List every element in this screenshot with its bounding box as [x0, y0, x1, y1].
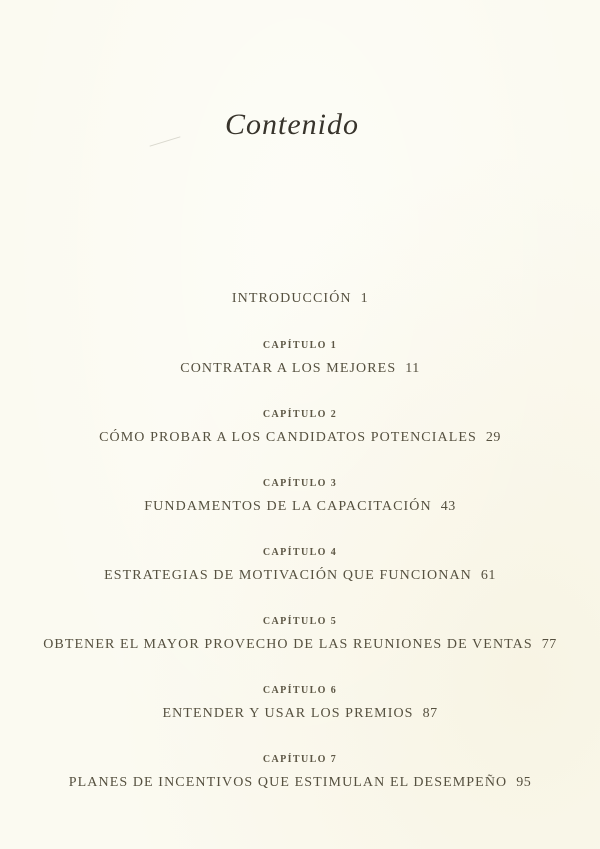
toc-page-number: 61 — [480, 568, 496, 583]
toc-entry-title: ENTENDER Y USAR LOS PREMIOS — [162, 706, 414, 721]
toc-entry-title: CÓMO PROBAR A LOS CANDIDATOS POTENCIALES — [99, 430, 477, 445]
chapter-label-2: CAPÍTULO 2 — [262, 409, 338, 420]
toc-entry-chapter-3 — [0, 500, 600, 514]
chapter-label-6: CAPÍTULO 6 — [262, 685, 338, 696]
toc-entry-title: FUNDAMENTOS DE LA CAPACITACIÓN — [144, 499, 432, 514]
toc-page-number: 43 — [440, 499, 456, 514]
toc-entry-title: PLANES DE INCENTIVOS QUE ESTIMULAN EL DESEMPEÑO — [68, 775, 508, 790]
toc-page-number: 11 — [405, 361, 420, 376]
toc-entry-title: CONTRATAR A LOS MEJORES — [180, 361, 397, 376]
toc-entry-chapter-5 — [0, 638, 600, 652]
toc-entry-chapter-2 — [0, 431, 600, 445]
toc-page-number: 87 — [422, 706, 438, 721]
toc-page-number: 1 — [360, 291, 369, 306]
chapter-label-4: CAPÍTULO 4 — [262, 547, 338, 558]
chapter-label-3: CAPÍTULO 3 — [262, 478, 338, 489]
chapter-label-1: CAPÍTULO 1 — [262, 340, 338, 351]
chapter-label-5: CAPÍTULO 5 — [262, 616, 338, 627]
page-title: Contenido — [225, 108, 359, 141]
chapter-label-7: CAPÍTULO 7 — [262, 754, 338, 765]
toc-entry-chapter-4 — [0, 569, 600, 583]
toc-entry-chapter-1 — [0, 362, 600, 376]
toc-entry-introduction — [0, 292, 600, 306]
toc-page-number: 77 — [541, 637, 557, 652]
toc-entry-title: ESTRATEGIAS DE MOTIVACIÓN QUE FUNCIONAN — [104, 568, 472, 583]
toc-entry-chapter-6 — [0, 707, 600, 721]
toc-page-number: 29 — [485, 430, 501, 445]
toc-entry-title: INTRODUCCIÓN — [231, 291, 352, 306]
toc-entry-title: OBTENER EL MAYOR PROVECHO DE LAS REUNIONES DE VENTAS — [43, 637, 533, 652]
toc-entry-chapter-7 — [0, 776, 600, 790]
toc-page-number: 95 — [516, 775, 532, 790]
